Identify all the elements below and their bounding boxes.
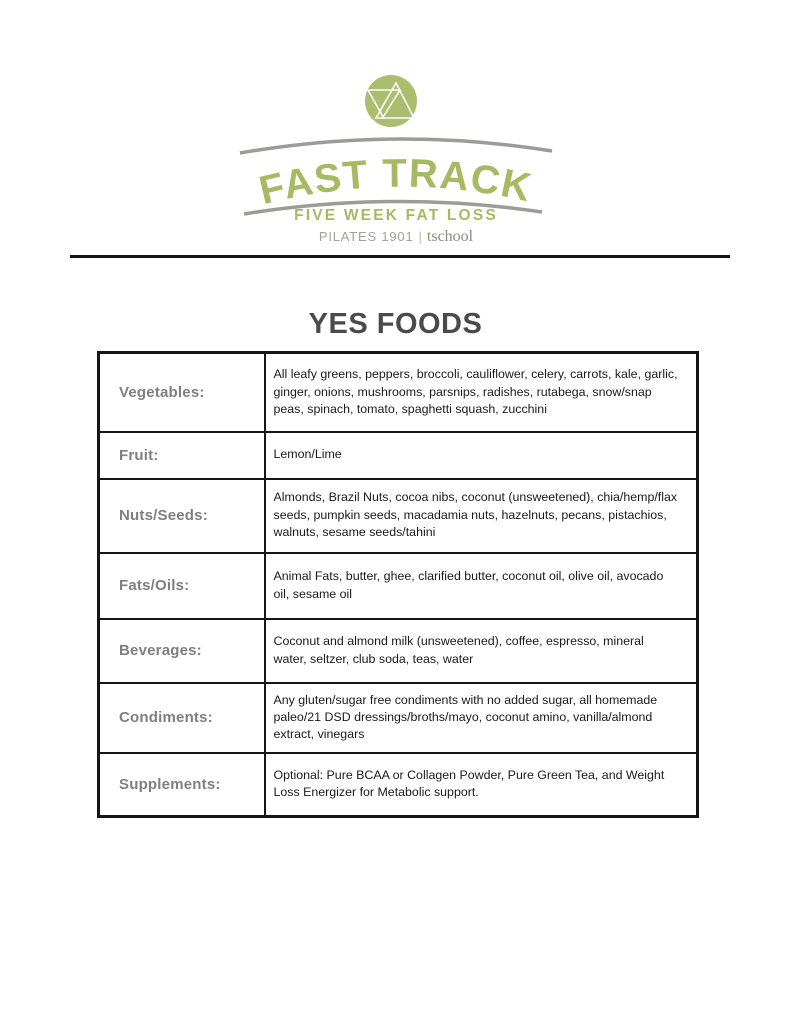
page-title: YES FOODS [308, 308, 483, 340]
logo-arc-top [240, 139, 552, 153]
row-label: Supplements: [99, 753, 265, 817]
row-label: Condiments: [99, 683, 265, 753]
row-content: Lemon/Lime [265, 432, 698, 479]
brand-byline [319, 228, 474, 245]
logo-circle-icon [365, 75, 417, 127]
yes-foods-table [97, 351, 699, 818]
brand-title: FAST TRACK [255, 151, 536, 214]
brand-subtitle: FIVE WEEK FAT LOSS [294, 207, 498, 224]
table-row-condiments [99, 683, 698, 753]
row-content: Any gluten/sugar free condiments with no added sugar, all homemade paleo/21 DSD dressings/broths/mayo, coconut amino, vanilla/almond extract, vinegars [265, 683, 698, 753]
table-row-fruit [99, 432, 698, 479]
table-row-vegetables [99, 353, 698, 432]
row-label: Vegetables: [99, 353, 265, 432]
divider-line [70, 255, 730, 258]
row-content: Animal Fats, butter, ghee, clarified butter, coconut oil, olive oil, avocado oil, sesame oil [265, 553, 698, 619]
table-row-beverages [99, 619, 698, 683]
row-label: Nuts/Seeds: [99, 479, 265, 553]
table-row-fats-oils [99, 553, 698, 619]
table-row-supplements [99, 753, 698, 817]
row-content: Optional: Pure BCAA or Collagen Powder, Pure Green Tea, and Weight Loss Energizer for Metabolic support. [265, 753, 698, 817]
byline-tschool-t: t [426, 228, 432, 245]
byline-separator: | [418, 229, 422, 244]
table-row-nuts-seeds [99, 479, 698, 553]
byline-pilates: PILATES 1901 [318, 229, 414, 244]
row-content: Almonds, Brazil Nuts, cocoa nibs, coconut (unsweetened), chia/hemp/flax seeds, pumpkin seeds, macadamia nuts, hazelnuts, pecans, pistachios, walnuts, sesame seeds/tahini [265, 479, 698, 553]
fast-track-logo [192, 62, 592, 254]
byline-tschool-rest: school [431, 228, 474, 245]
row-label: Fats/Oils: [99, 553, 265, 619]
row-label: Fruit: [99, 432, 265, 479]
row-label: Beverages: [99, 619, 265, 683]
row-content: All leafy greens, peppers, broccoli, cauliflower, celery, carrots, kale, garlic, ginger, onions, mushrooms, parsnips, radishes, rutabega, snow/snap peas, spinach, tomato, spaghetti squash, zucchini [265, 353, 698, 432]
row-content: Coconut and almond milk (unsweetened), coffee, espresso, mineral water, seltzer, club soda, teas, water [265, 619, 698, 683]
